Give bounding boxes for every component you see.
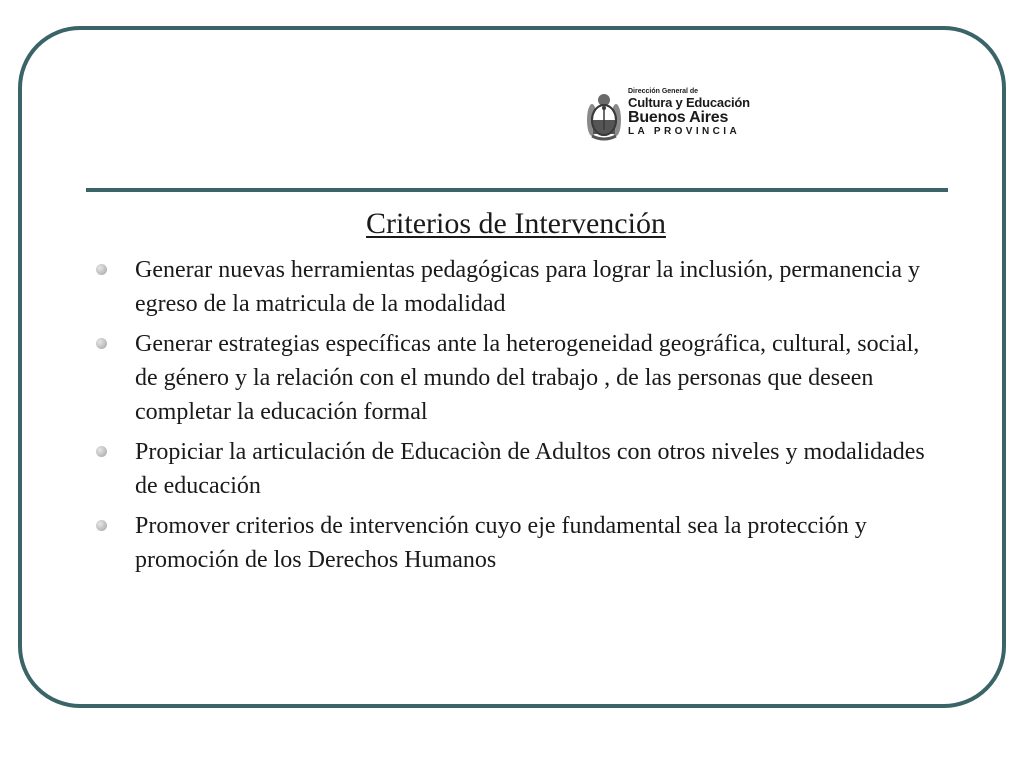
bullet-item	[94, 327, 944, 429]
bullet-dot-icon	[96, 264, 107, 275]
bullet-text: Propiciar la articulación de Educaciòn de Adultos con otros niveles y modalidades de educación	[135, 439, 925, 499]
bullet-dot-icon	[96, 520, 107, 531]
bullet-text: Generar estrategias específicas ante la heterogeneidad geográfica, cultural, social, de género y la relación con el mundo del trabajo , de las personas que deseen completar la educación formal	[135, 331, 920, 425]
title-divider	[86, 188, 948, 192]
bullet-text: Generar nuevas herramientas pedagógicas para lograr la inclusión, permanencia y egreso de la matricula de la modalidad	[135, 257, 920, 317]
bullet-item	[94, 435, 944, 503]
bullet-item	[94, 253, 944, 321]
institution-logo	[584, 88, 774, 148]
logo-line-small: Dirección General de	[628, 88, 699, 95]
bullet-list	[94, 253, 944, 583]
logo-line-2: Buenos Aires	[628, 109, 729, 126]
bullet-text: Promover criterios de intervención cuyo eje fundamental sea la protección y promoción de los Derechos Humanos	[135, 513, 867, 573]
slide-title: Criterios de Intervención	[366, 207, 666, 240]
bullet-item	[94, 509, 944, 577]
coat-of-arms-icon	[584, 90, 624, 146]
bullet-dot-icon	[96, 446, 107, 457]
bullet-dot-icon	[96, 338, 107, 349]
logo-line-1: Cultura y Educación	[628, 95, 750, 110]
logo-line-3: LA PROVINCIA	[628, 126, 741, 137]
logo-wordmark	[628, 88, 774, 137]
